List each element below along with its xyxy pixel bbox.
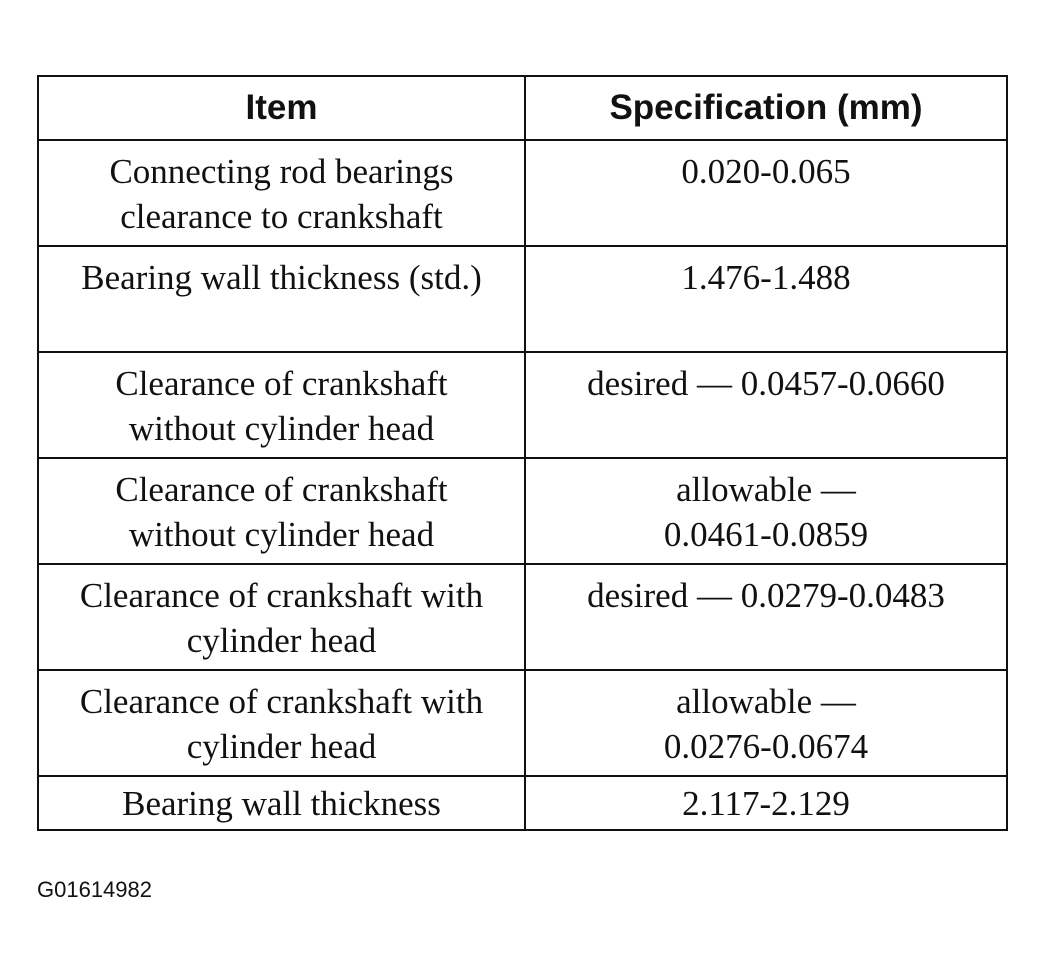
table-row — [38, 564, 1007, 670]
table-header-row — [38, 76, 1007, 140]
item-cell: Connecting rod bearings clearance to crankshaft — [38, 140, 525, 246]
table-row — [38, 670, 1007, 776]
item-cell: Bearing wall thickness (std.) — [38, 246, 525, 352]
spec-cell: 0.020-0.065 — [525, 140, 1007, 246]
column-header-specification: Specification (mm) — [525, 76, 1007, 140]
table-row — [38, 140, 1007, 246]
item-cell: Clearance of crankshaft without cylinder head — [38, 458, 525, 564]
spec-cell: allowable — 0.0276-0.0674 — [525, 670, 1007, 776]
spec-cell: allowable — 0.0461-0.0859 — [525, 458, 1007, 564]
table-row — [38, 458, 1007, 564]
table-row — [38, 246, 1007, 352]
spec-cell: desired — 0.0279-0.0483 — [525, 564, 1007, 670]
spec-cell: 2.117-2.129 — [525, 776, 1007, 830]
specification-table — [37, 75, 1008, 831]
spec-cell: 1.476-1.488 — [525, 246, 1007, 352]
item-cell: Clearance of crankshaft without cylinder head — [38, 352, 525, 458]
column-header-item: Item — [38, 76, 525, 140]
item-cell: Clearance of crankshaft with cylinder head — [38, 670, 525, 776]
item-cell: Clearance of crankshaft with cylinder head — [38, 564, 525, 670]
spec-cell: desired — 0.0457-0.0660 — [525, 352, 1007, 458]
figure-id: G01614982 — [37, 877, 152, 902]
table-row — [38, 352, 1007, 458]
item-cell: Bearing wall thickness — [38, 776, 525, 830]
table-row — [38, 776, 1007, 830]
